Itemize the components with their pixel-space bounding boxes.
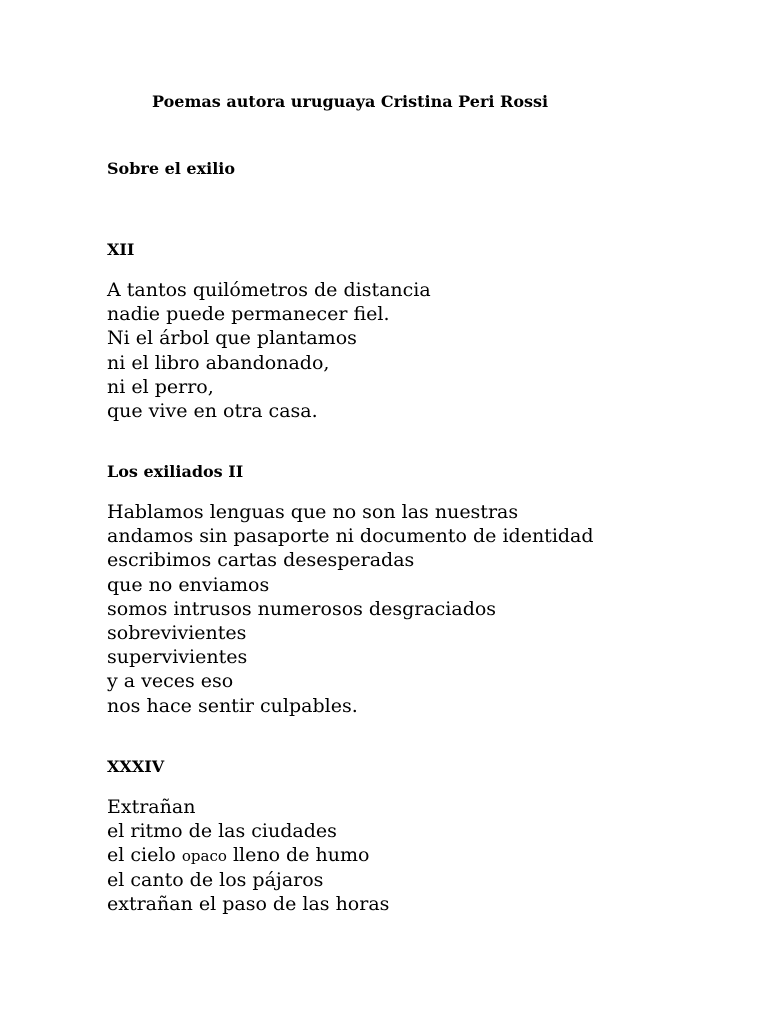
poem-line: extrañan el paso de las horas bbox=[107, 892, 390, 915]
poem-line: que vive en otra casa. bbox=[107, 399, 318, 422]
poem-line: somos intrusos numerosos desgraciados bbox=[107, 597, 497, 620]
poem-line: nos hace sentir culpables. bbox=[107, 694, 358, 717]
poem-line: el canto de los pájaros bbox=[107, 868, 324, 891]
poem-line: y a veces eso bbox=[107, 670, 234, 693]
poem-line: que no enviamos bbox=[107, 573, 270, 596]
poem-line: supervivientes bbox=[107, 646, 248, 669]
poem-stanza-los-exiliados-ii bbox=[107, 500, 594, 718]
section-title: Sobre el exilio bbox=[107, 159, 236, 178]
poem-line: nadie puede permanecer fiel. bbox=[107, 303, 390, 326]
small-text-opaco: opaco bbox=[181, 847, 227, 866]
poem-heading-los-exiliados-ii: Los exiliados II bbox=[107, 462, 244, 481]
poem-line-part: el cielo bbox=[107, 844, 182, 867]
poem-line: A tantos quilómetros de distancia bbox=[107, 279, 431, 301]
poem-line-mixed-size bbox=[107, 843, 389, 867]
poem-line: ni el libro abandonado, bbox=[107, 351, 330, 374]
poem-line: Hablamos lenguas que no son las nuestras bbox=[107, 501, 519, 523]
poem-line: Extrañan bbox=[107, 796, 196, 818]
poem-line: sobrevivientes bbox=[107, 621, 247, 644]
poem-line-part: lleno de humo bbox=[226, 844, 370, 867]
poem-line: andamos sin pasaporte ni documento de identidad bbox=[107, 525, 594, 548]
poem-line: ni el perro, bbox=[107, 375, 214, 398]
poem-heading-xxxiv: XXXIV bbox=[107, 757, 165, 776]
poem-heading-xii: XII bbox=[107, 240, 135, 259]
document-title: Poemas autora uruguaya Cristina Peri Rossi bbox=[152, 92, 549, 111]
poem-line: escribimos cartas desesperadas bbox=[107, 549, 415, 572]
poem-stanza-xxxiv bbox=[107, 795, 389, 916]
poem-line: Ni el árbol que plantamos bbox=[107, 327, 357, 350]
poem-line: el ritmo de las ciudades bbox=[107, 820, 337, 843]
poem-stanza-xii bbox=[107, 278, 431, 423]
